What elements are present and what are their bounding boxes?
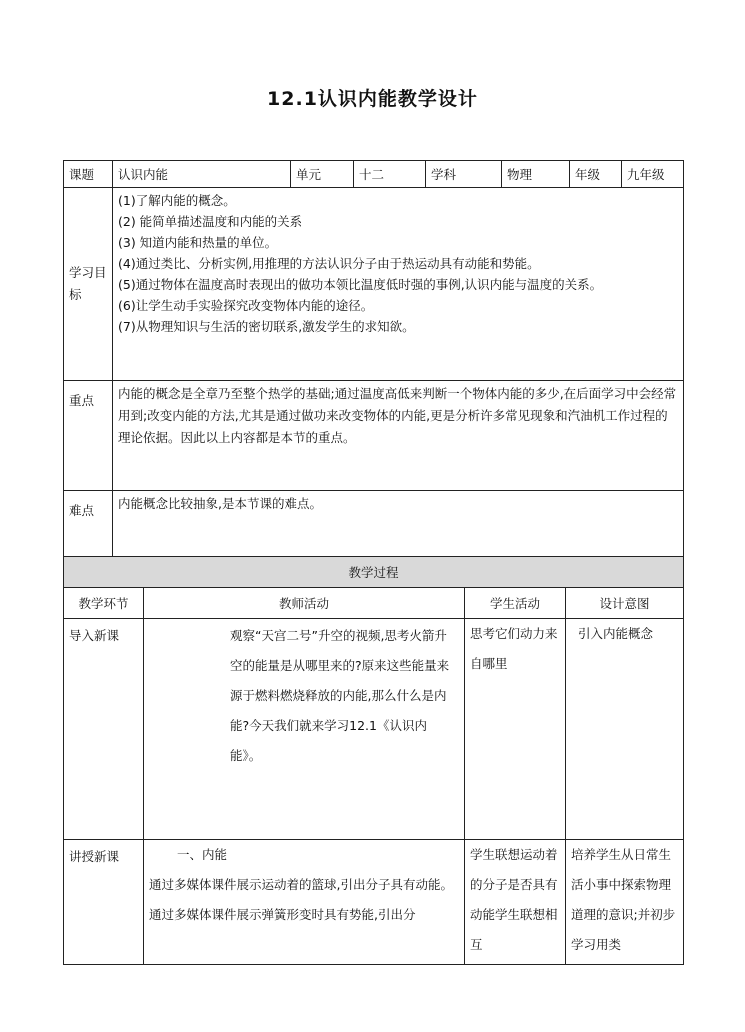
teacher-paragraph: 通过多媒体课件展示运动着的篮球,引出分子具有动能。: [149, 876, 453, 892]
teacher-activity-cell: [144, 839, 465, 964]
teacher-activity-cell: 观察“天宫二号”升空的视频,思考火箭升空的能量是从哪里来的?原来这些能量来源于燃料燃烧释放的内能,那么什么是内能?今天我们就来学习12.1《认识内能》。: [144, 619, 465, 840]
stage-cell: 讲授新课: [64, 839, 144, 964]
grade-value: 九年级: [622, 161, 684, 188]
key-points-label: 重点: [64, 381, 113, 491]
column-header-teacher: 教师活动: [144, 588, 465, 619]
goals-label: 学习目标: [64, 188, 113, 381]
process-column-headers: [64, 588, 684, 619]
grade-label: 年级: [570, 161, 622, 188]
course-info-row: [64, 161, 684, 188]
process-header: 教学过程: [64, 557, 684, 588]
difficulty-text: [113, 491, 684, 557]
goals-content: [113, 188, 684, 381]
unit-value: 十二: [354, 161, 426, 188]
page-title: 12.1认识内能教学设计: [267, 88, 478, 110]
design-intent-cell: 引入内能概念: [566, 619, 684, 840]
process-header-row: [64, 557, 684, 588]
process-table: [63, 556, 684, 965]
subject-label: 学科: [426, 161, 502, 188]
goal-item: (3) 知道内能和热量的单位。: [118, 235, 278, 250]
difficulty-row: [64, 491, 684, 557]
unit-label: 单元: [291, 161, 354, 188]
goals-row: [64, 188, 684, 381]
key-points-row: [64, 381, 684, 491]
goal-item: (1)了解内能的概念。: [118, 193, 236, 208]
difficulty-paragraph: 内能概念比较抽象,是本节课的难点。: [118, 496, 322, 511]
table-row: [64, 619, 684, 840]
goal-item: (7)从物理知识与生活的密切联系,激发学生的求知欲。: [118, 319, 415, 334]
student-activity-cell: 思考它们动力来自哪里: [465, 619, 566, 840]
stage-cell: 导入新课: [64, 619, 144, 840]
teacher-heading: 一、内能: [177, 846, 228, 862]
course-value: 认识内能: [113, 161, 291, 188]
teacher-paragraph: 通过多媒体课件展示弹簧形变时具有势能,引出分: [149, 906, 416, 922]
goal-item: (6)让学生动手实验探究改变物体内能的途径。: [118, 298, 374, 313]
key-points-paragraph: 内能的概念是全章乃至整个热学的基础;通过温度高低来判断一个物体内能的多少,在后面学习中会经常用到;改变内能的方法,尤其是通过做功来改变物体的内能,更是分析许多常见现象和汽油机工作过程的理论依据。因此以上内容都是本节的重点。: [118, 386, 677, 445]
table-row: [64, 839, 684, 964]
design-intent-cell: 培养学生从日常生活小事中探索物理道理的意识;并初步学习用类: [566, 839, 684, 964]
column-header-student: 学生活动: [465, 588, 566, 619]
column-header-stage: 教学环节: [64, 588, 144, 619]
goal-item: (4)通过类比、分析实例,用推理的方法认识分子由于热运动具有动能和势能。: [118, 256, 540, 271]
goals-list: [118, 188, 678, 337]
info-table: [63, 160, 684, 557]
goal-item: (5)通过物体在温度高时表现出的做功本领比温度低时强的事例,认识内能与温度的关系。: [118, 277, 603, 292]
column-header-intent: 设计意图: [566, 588, 684, 619]
key-points-text: [113, 381, 684, 491]
subject-value: 物理: [502, 161, 570, 188]
student-activity-cell: 学生联想运动着的分子是否具有动能学生联想相互: [465, 839, 566, 964]
goal-item: (2) 能简单描述温度和内能的关系: [118, 214, 303, 229]
course-label: 课题: [64, 161, 113, 188]
difficulty-label: 难点: [64, 491, 113, 557]
